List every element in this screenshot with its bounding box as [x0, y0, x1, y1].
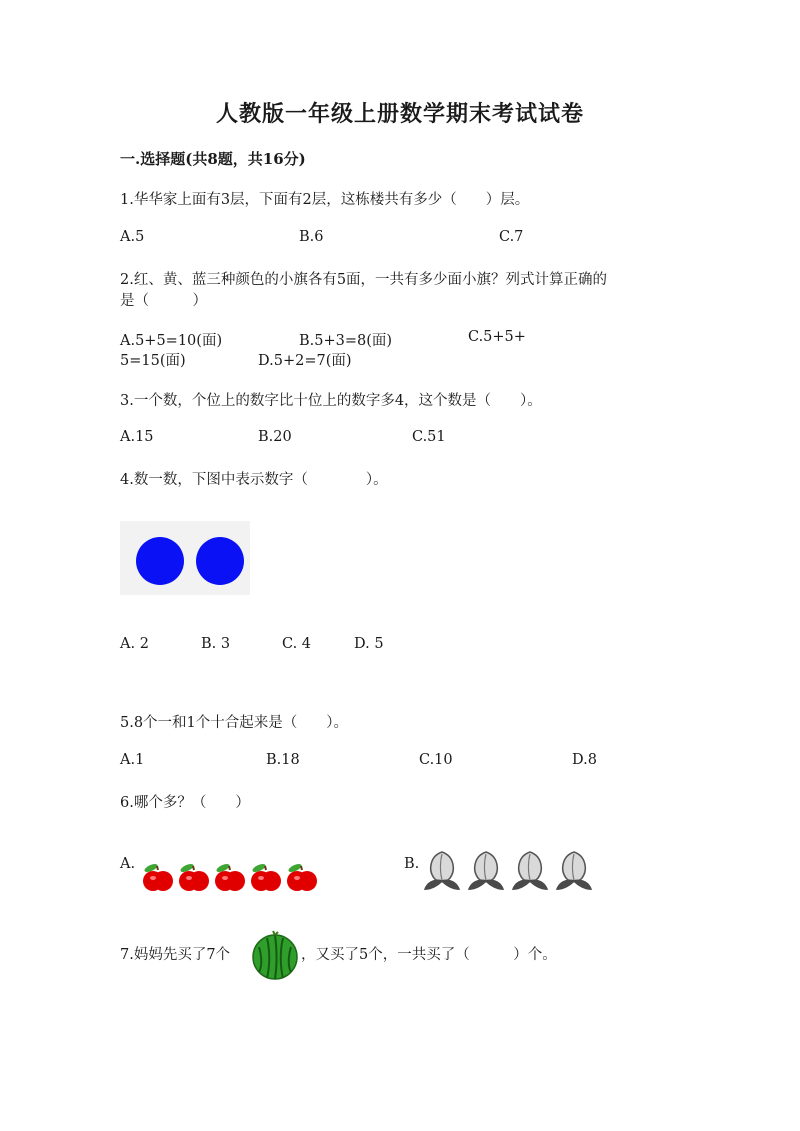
apple-icon: [143, 862, 173, 891]
peach-icon: [512, 852, 548, 890]
apples-figure: [138, 858, 318, 894]
question-5: 5.8个一和1个十合起来是（ ）。: [120, 715, 349, 731]
watermelon-icon: [250, 930, 300, 980]
q6-option-b-label[interactable]: B.: [404, 856, 420, 872]
question-2-line-1: 2.红、黄、蓝三种颜色的小旗各有5面，一共有多少面小旗？列式计算正确的: [120, 272, 608, 288]
q2-option-b[interactable]: B.5+3=8(面): [299, 333, 393, 349]
q5-option-c[interactable]: C.10: [419, 752, 453, 768]
blue-dot: [136, 537, 184, 585]
peach-icon: [556, 852, 592, 890]
q4-option-c[interactable]: C. 4: [282, 636, 312, 652]
peaches-figure: [420, 846, 600, 894]
peach-icon: [424, 852, 460, 890]
page-title: 人教版一年级上册数学期末考试试卷: [215, 101, 584, 127]
apple-icon: [287, 862, 317, 891]
apple-icon: [179, 862, 209, 891]
q5-option-d[interactable]: D.8: [572, 752, 597, 768]
q5-option-b[interactable]: B.18: [266, 752, 300, 768]
question-1: 1.华华家上面有3层，下面有2层，这栋楼共有多少（ ）层。: [120, 192, 530, 208]
q3-option-c[interactable]: C.51: [412, 429, 446, 445]
blue-dot: [196, 537, 244, 585]
q2-option-d[interactable]: D.5+2=7(面): [258, 353, 352, 369]
q4-option-d[interactable]: D. 5: [354, 636, 384, 652]
q6-option-a-label[interactable]: A.: [120, 856, 136, 872]
q2-option-c[interactable]: C.5+5+: [468, 329, 526, 345]
peach-icon: [468, 852, 504, 890]
q2-option-a[interactable]: A.5+5=10(面): [120, 333, 223, 349]
question-7-start: 7.妈妈先买了7个: [120, 947, 231, 963]
question-3: 3.一个数，个位上的数字比十位上的数字多4，这个数是（ ）。: [120, 393, 542, 409]
q1-option-b[interactable]: B.6: [299, 229, 324, 245]
question-6: 6.哪个多？（ ）: [120, 795, 250, 811]
q4-option-a[interactable]: A. 2: [120, 636, 149, 652]
apple-icon: [215, 862, 245, 891]
q2-option-c-continued: 5=15(面): [120, 353, 186, 369]
q5-option-a[interactable]: A.1: [120, 752, 145, 768]
q4-option-b[interactable]: B. 3: [201, 636, 231, 652]
q1-option-a[interactable]: A.5: [120, 229, 145, 245]
q3-option-a[interactable]: A.15: [120, 429, 154, 445]
question-7-end: ，又买了5个，一共买了（ ）个。: [301, 947, 557, 963]
section-heading: 一.选择题(共8题，共16分): [120, 150, 306, 168]
apple-icon: [251, 862, 281, 891]
dots-figure: [120, 521, 250, 595]
q1-option-c[interactable]: C.7: [499, 229, 524, 245]
question-4: 4.数一数，下图中表示数字（ ）。: [120, 472, 388, 488]
q3-option-b[interactable]: B.20: [258, 429, 292, 445]
question-2-line-2: 是（ ）: [120, 293, 207, 309]
